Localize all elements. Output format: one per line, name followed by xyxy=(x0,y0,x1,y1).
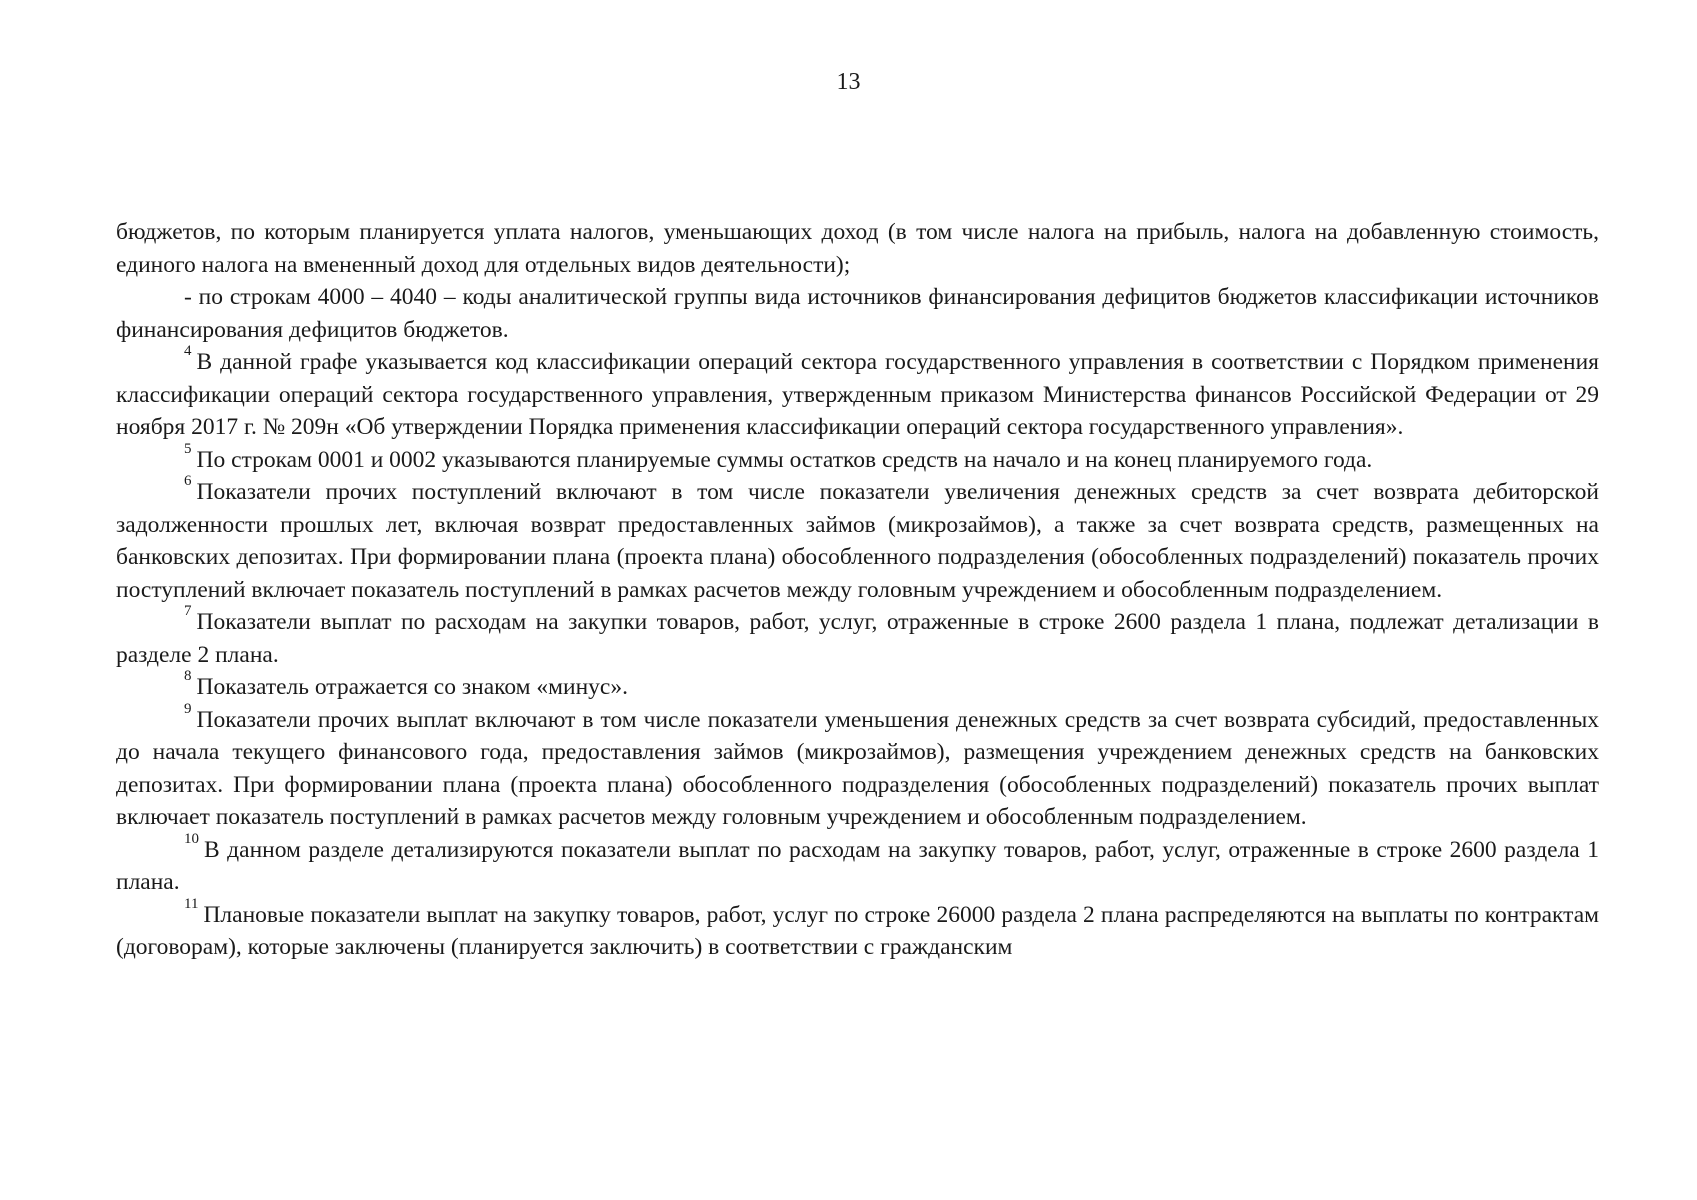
footnote-text: Показатели прочих поступлений включают в том числе показатели увеличения денежных средств за счет возврата дебиторской задолженности прошлых лет, включая возврат предоставленных займов (микрозаймов), а также за счет возврата средств, размещенных на банковских депозитах. При формировании плана (проекта плана) обособленного подразделения (обособленных подразделений) показатель прочих поступлений включает показатель поступлений в рамках расчетов между головным учреждением и обособленным подразделением. xyxy=(116,479,1599,603)
footnote-text: В данном разделе детализируются показатели выплат по расходам на закупку товаров, работ, услуг, отраженные в строке 2600 раздела 1 плана. xyxy=(116,836,1599,895)
footnote-text: Показатели прочих выплат включают в том числе показатели уменьшения денежных средств за счет возврата субсидий, предоставленных до начала текущего финансового года, предоставления займов (микрозаймов), размещения учреждением денежных средств на банковских депозитах. При формировании плана (проекта плана) обособленного подразделения (обособленных подразделений) показатель прочих выплат включает показатель поступлений в рамках расчетов между головным учреждением и обособленным подразделением. xyxy=(116,706,1599,830)
footnote-marker: 10 xyxy=(184,830,199,847)
footnote-5 xyxy=(116,440,1599,477)
footnote-marker: 9 xyxy=(184,700,192,717)
footnote-4 xyxy=(116,343,1599,444)
footnote-10 xyxy=(116,830,1599,899)
footnote-marker: 4 xyxy=(184,343,192,359)
paragraph-rows-4000-4040 xyxy=(116,281,1599,346)
footnote-marker: 8 xyxy=(184,668,192,684)
footnote-9 xyxy=(116,700,1599,834)
footnote-marker: 5 xyxy=(184,440,192,457)
footnote-text: Плановые показатели выплат на закупку товаров, работ, услуг по строке 26000 раздела 2 плана распределяются на выплаты по контрактам (договорам), которые заключены (планируется заключить) в соответствии с гражданским xyxy=(116,901,1599,960)
footnote-text: Показатели выплат по расходам на закупки товаров, работ, услуг, отраженные в строке 2600 раздела 1 плана, подлежат детализации в разделе 2 плана. xyxy=(116,609,1599,668)
footnote-7 xyxy=(116,603,1599,671)
footnote-text: В данной графе указывается код классификации операций сектора государственного управления в соответствии с Порядком применения классификации операций сектора государственного управления, утвержденным приказом Министерства финансов Российской Федерации от 29 ноября 2017 г. № 209н «Об утверждении Порядка применения классификации операций сектора государственного управления». xyxy=(116,349,1599,440)
footnote-marker: 6 xyxy=(184,473,192,489)
footnote-marker: 11 xyxy=(184,895,199,912)
page-number: 13 xyxy=(836,69,861,95)
footnote-11 xyxy=(116,895,1599,964)
paragraph-continuation xyxy=(116,216,1599,281)
footnote-8 xyxy=(116,668,1599,704)
paragraph-text: - по строкам 4000 – 4040 – коды аналитической группы вида источников финансирования дефицитов бюджетов классификации источников финансирования дефицитов бюджетов. xyxy=(116,284,1599,343)
paragraph-text: бюджетов, по которым планируется уплата налогов, уменьшающих доход (в том числе налога на прибыль, налога на добавленную стоимость, единого налога на вмененный доход для отдельных видов деятельности); xyxy=(116,219,1599,278)
footnote-text: Показатель отражается со знаком «минус». xyxy=(196,674,628,700)
footnotes-text xyxy=(116,216,1599,964)
footnote-text: По строкам 0001 и 0002 указываются планируемые суммы остатков средств на начало и на конец планируемого года. xyxy=(196,446,1373,473)
footnote-marker: 7 xyxy=(184,603,192,619)
footnote-6 xyxy=(116,473,1599,606)
